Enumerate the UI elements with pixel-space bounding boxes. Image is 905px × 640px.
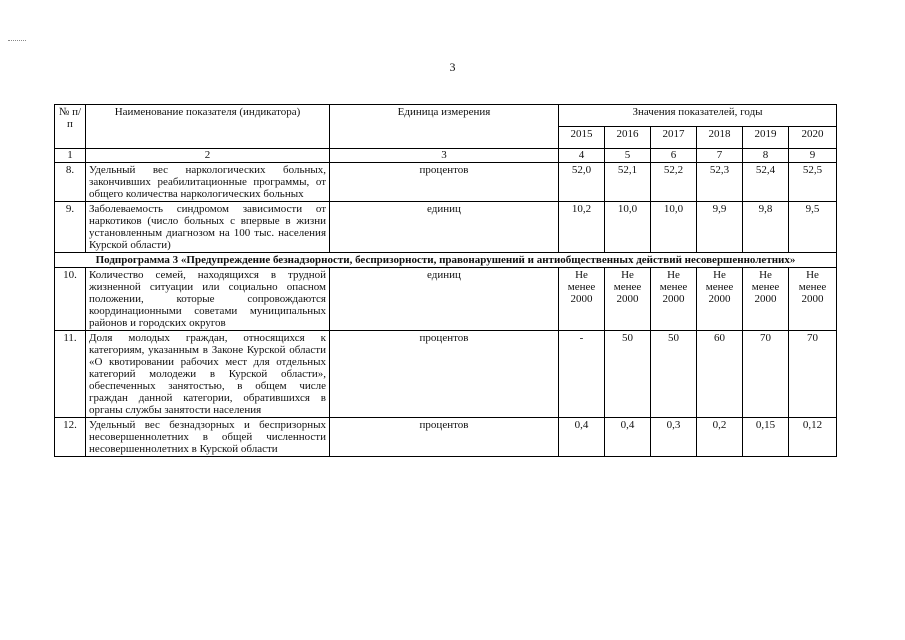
- row-num: 11.: [55, 331, 86, 418]
- column-number: 4: [559, 149, 605, 163]
- row-value: -: [559, 331, 605, 418]
- row-value: 10,0: [651, 202, 697, 253]
- row-value: Не менее 2000: [789, 268, 837, 331]
- row-value: 60: [697, 331, 743, 418]
- row-value: 0,15: [743, 418, 789, 457]
- row-value: Не менее 2000: [743, 268, 789, 331]
- header-values-group: Значения показателей, годы: [559, 105, 837, 127]
- row-num: 9.: [55, 202, 86, 253]
- row-name: Удельный вес безнадзорных и беспризорных несовершеннолетних в общей численности несовершеннолетних в Курской области: [86, 418, 330, 457]
- row-unit: процентов: [330, 163, 559, 202]
- header-year: 2018: [697, 127, 743, 149]
- row-unit: единиц: [330, 202, 559, 253]
- row-value: 0,12: [789, 418, 837, 457]
- row-value: 52,4: [743, 163, 789, 202]
- column-number: 2: [86, 149, 330, 163]
- row-num: 10.: [55, 268, 86, 331]
- row-value: 0,3: [651, 418, 697, 457]
- row-value: 0,4: [605, 418, 651, 457]
- header-year: 2019: [743, 127, 789, 149]
- table-row: [55, 268, 837, 331]
- row-value: 52,0: [559, 163, 605, 202]
- section-title: Подпрограмма 3 «Предупреждение безнадзорности, беспризорности, правонарушений и антиобщественных действий несовершеннолетних»: [55, 253, 837, 268]
- scan-artifact: [8, 40, 26, 42]
- row-value: Не менее 2000: [559, 268, 605, 331]
- row-unit: единиц: [330, 268, 559, 331]
- column-number: 5: [605, 149, 651, 163]
- table-row: [55, 163, 837, 202]
- row-value: 0,4: [559, 418, 605, 457]
- row-value: Не менее 2000: [605, 268, 651, 331]
- header-unit: Единица измерения: [330, 105, 559, 149]
- column-number: 7: [697, 149, 743, 163]
- row-value: 9,9: [697, 202, 743, 253]
- row-value: 70: [789, 331, 837, 418]
- column-number: 9: [789, 149, 837, 163]
- row-value: 10,2: [559, 202, 605, 253]
- row-name: Количество семей, находящихся в трудной жизненной ситуации или социально опасном положении, которые сопровождаются координационными советами муниципальных районов и городских округов: [86, 268, 330, 331]
- row-unit: процентов: [330, 418, 559, 457]
- row-value: 52,5: [789, 163, 837, 202]
- row-unit: процентов: [330, 331, 559, 418]
- row-value: 50: [605, 331, 651, 418]
- column-number: 3: [330, 149, 559, 163]
- row-value: 52,1: [605, 163, 651, 202]
- row-value: 0,2: [697, 418, 743, 457]
- row-num: 12.: [55, 418, 86, 457]
- row-value: 10,0: [605, 202, 651, 253]
- table-row: [55, 331, 837, 418]
- row-num: 8.: [55, 163, 86, 202]
- row-value: 52,3: [697, 163, 743, 202]
- row-value: 9,8: [743, 202, 789, 253]
- header-name: Наименование показателя (индикатора): [86, 105, 330, 149]
- table-row: [55, 418, 837, 457]
- row-value: 50: [651, 331, 697, 418]
- row-name: Заболеваемость синдромом зависимости от наркотиков (число больных с впервые в жизни установленным диагнозом на 100 тыс. населения Курской области): [86, 202, 330, 253]
- header-year: 2020: [789, 127, 837, 149]
- header-year: 2016: [605, 127, 651, 149]
- column-number: 8: [743, 149, 789, 163]
- header-num: № п/п: [55, 105, 86, 149]
- row-value: Не менее 2000: [697, 268, 743, 331]
- page-number: 3: [449, 60, 456, 74]
- row-name: Удельный вес наркологических больных, закончивших реабилитационные программы, от общего количества наркологических больных: [86, 163, 330, 202]
- row-value: 70: [743, 331, 789, 418]
- header-year: 2017: [651, 127, 697, 149]
- row-value: 52,2: [651, 163, 697, 202]
- row-value: Не менее 2000: [651, 268, 697, 331]
- indicators-table: [54, 104, 837, 457]
- header-year: 2015: [559, 127, 605, 149]
- column-number: 1: [55, 149, 86, 163]
- row-value: 9,5: [789, 202, 837, 253]
- row-name: Доля молодых граждан, относящихся к категориям, указанным в Законе Курской области «О квотировании рабочих мест для отдельных категорий молодежи в Курской области», обеспеченных занятостью, в общем числе граждан данной категории, обратившихся в органы службы занятости населения: [86, 331, 330, 418]
- table-row: [55, 202, 837, 253]
- column-number: 6: [651, 149, 697, 163]
- section-row: [55, 253, 837, 268]
